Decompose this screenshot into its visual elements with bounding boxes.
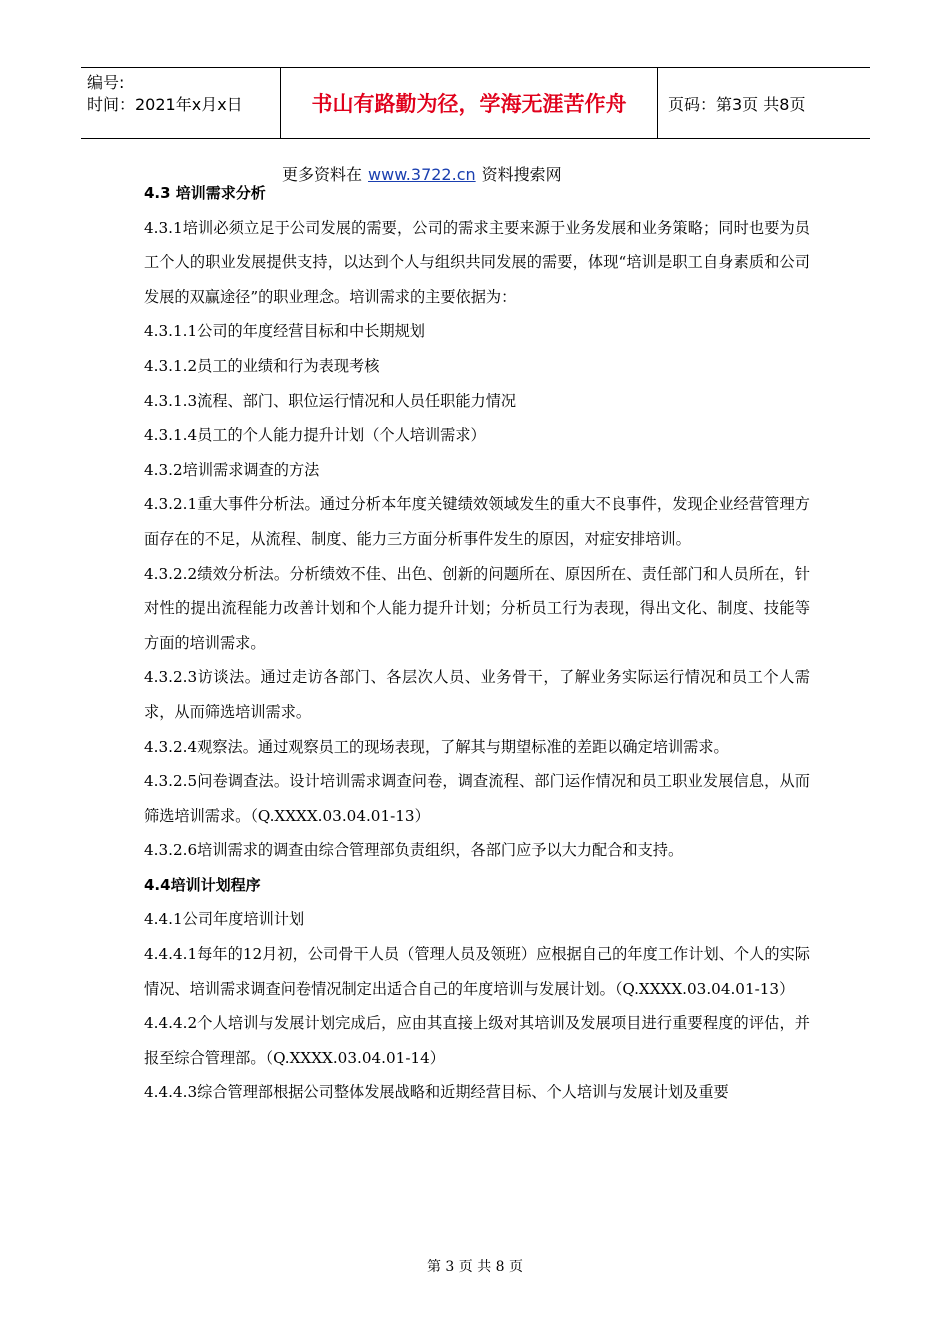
paragraph: 4.3.2.5问卷调查法。设计培训需求调查问卷，调查流程、部门运作情况和员工职业发展信息，从而筛选培训需求。（Q.XXXX.03.04.01-13） [144,772,810,825]
paragraph: 4.4.1公司年度培训计划 [144,910,305,929]
paragraph: 4.4.4.3综合管理部根据公司整体发展战略和近期经营目标、个人培训与发展计划及重要 [144,1083,729,1102]
section-heading: 4.4培训计划程序 [144,875,261,894]
paragraph: 4.3.1.4员工的个人能力提升计划（个人培训需求） [144,426,486,445]
promo-suffix: 资料搜索网 [481,165,562,184]
header-meta [81,68,281,138]
document-date: 时间：2021年x月x日 [87,95,243,114]
paragraph: 4.3.2.6培训需求的调查由综合管理部负责组织，各部门应予以大力配合和支持。 [144,841,684,860]
paragraph: 4.3.1.3流程、部门、职位运行情况和人员任职能力情况 [144,391,517,410]
paragraph: 4.3.2.2绩效分析法。分析绩效不佳、出色、创新的问题所在、原因所在、责任部门和人员所在，针对性的提出流程能力改善计划和个人能力提升计划；分析员工行为表现，得出文化、制度、技能等方面的培训需求。 [144,564,810,652]
paragraph: 4.3.2培训需求调查的方法 [144,460,320,479]
promo-prefix: 更多资料在 [282,165,363,184]
paragraph: 4.3.1.2员工的业绩和行为表现考核 [144,356,380,375]
header-page-info: 页码：第3页 共8页 [668,94,806,114]
paragraph: 4.4.4.1每年的12月初，公司骨干人员（管理人员及领班）应根据自己的年度工作计划、个人的实际情况、培训需求调查问卷情况制定出适合自己的年度培训与发展计划。（Q.XXXX.03.04.01-13） [144,945,810,998]
paragraph: 4.3.2.1重大事件分析法。通过分析本年度关键绩效领域发生的重大不良事件，发现企业经营管理方面存在的不足，从流程、制度、能力三方面分析事件发生的原因，对症安排培训。 [144,495,810,548]
document-number-label: 编号: [87,73,125,92]
promo-link[interactable]: www.3722.cn [368,165,476,184]
paragraph: 4.4.4.2个人培训与发展计划完成后，应由其直接上级对其培训及发展项目进行重要程度的评估，并报至综合管理部。（Q.XXXX.03.04.01-14） [144,1014,810,1067]
paragraph: 4.3.2.3访谈法。通过走访各部门、各层次人员、业务骨干，了解业务实际运行情况和员工个人需求，从而筛选培训需求。 [144,668,810,721]
paragraph: 4.3.1培训必须立足于公司发展的需要，公司的需求主要来源于业务发展和业务策略；同时也要为员工个人的职业发展提供支持，以达到个人与组织共同发展的需要，体现“培训是职工自身素质和公司发展的双赢途径”的职业理念。培训需求的主要依据为： [144,218,810,306]
section-heading: 4.3 培训需求分析 [144,184,266,202]
paragraph: 4.3.2.4观察法。通过观察员工的现场表现，了解其与期望标准的差距以确定培训需求。 [144,737,729,756]
page-header [81,67,870,139]
paragraph: 4.3.1.1公司的年度经营目标和中长期规划 [144,322,425,341]
document-body [144,176,810,1110]
page-footer: 第 3 页 共 8 页 [426,1259,524,1275]
header-motto: 书山有路勤为径，学海无涯苦作舟 [281,68,658,138]
